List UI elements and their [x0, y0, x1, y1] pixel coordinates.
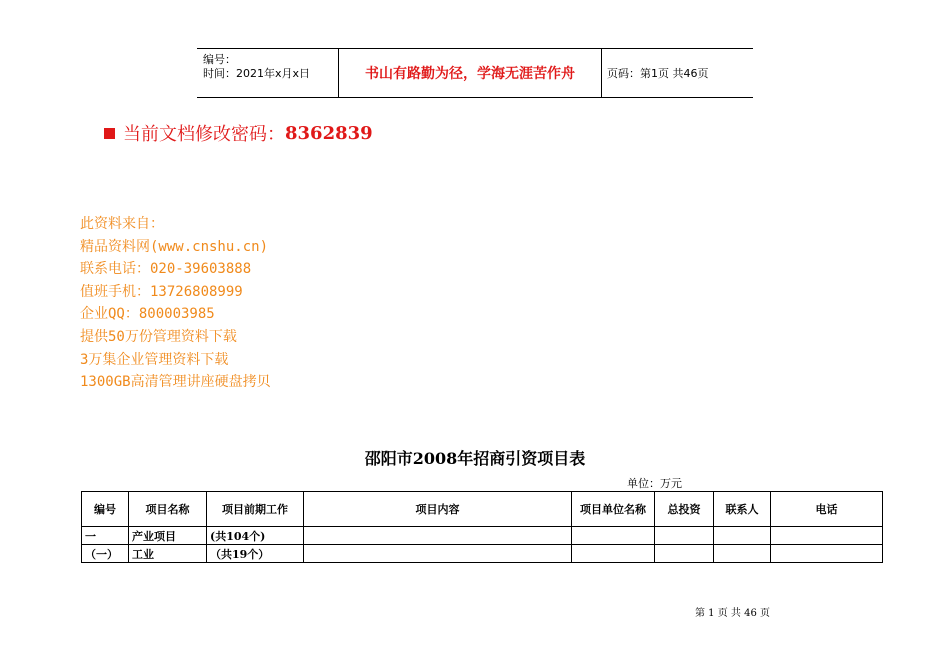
- table-row: [82, 527, 883, 545]
- time-label: 时间：2021年x月x日: [203, 67, 311, 80]
- table-cell: [714, 545, 771, 563]
- column-header: 项目名称: [129, 492, 207, 527]
- table-cell: 工业: [129, 545, 207, 563]
- column-header: 联系人: [714, 492, 771, 527]
- column-header: 编号: [82, 492, 129, 527]
- column-header: 总投资: [655, 492, 714, 527]
- project-table: [81, 491, 883, 563]
- source-line: 1300GB高清管理讲座硬盘拷贝: [80, 374, 271, 391]
- document-title: 邵阳市2008年招商引资项目表: [364, 449, 586, 468]
- table-cell: [714, 527, 771, 545]
- table-cell: （共19个）: [207, 545, 304, 563]
- password-label: 当前文档修改密码：: [123, 124, 285, 145]
- table-row: [82, 545, 883, 563]
- table-cell: [572, 545, 655, 563]
- table-cell: （一）: [82, 545, 129, 563]
- page-footer: 第 1 页 共 46 页: [695, 608, 770, 619]
- header-page-info: 页码：第1页 共46页: [607, 67, 709, 80]
- source-info: [80, 213, 271, 394]
- source-line: 值班手机：13726808999: [80, 283, 243, 300]
- column-header: 项目前期工作: [207, 492, 304, 527]
- column-header: 项目单位名称: [572, 492, 655, 527]
- table-cell: [655, 527, 714, 545]
- table-cell: [304, 527, 572, 545]
- source-line: 提供50万份管理资料下载: [80, 328, 237, 345]
- table-cell: [572, 527, 655, 545]
- source-line: 企业QQ：800003985: [80, 306, 215, 323]
- table-header-row: [82, 492, 883, 527]
- header-meta: [197, 49, 338, 97]
- password-line: [104, 120, 373, 146]
- table-cell: 一: [82, 527, 129, 545]
- table-cell: 产业项目: [129, 527, 207, 545]
- source-line: 精品资料网(www.cnshu.cn): [80, 238, 269, 255]
- header-box: [197, 48, 753, 98]
- column-header: 电话: [771, 492, 883, 527]
- header-motto: 书山有路勤为径，学海无涯苦作舟: [338, 49, 602, 97]
- source-line: 此资料来自：: [80, 216, 164, 232]
- column-header: 项目内容: [304, 492, 572, 527]
- square-bullet-icon: [104, 128, 115, 139]
- source-line: 联系电话：020-39603888: [80, 261, 252, 278]
- number-label: 编号：: [203, 53, 236, 66]
- table-cell: [655, 545, 714, 563]
- source-line: 3万集企业管理资料下载: [80, 351, 229, 368]
- table-cell: [771, 527, 883, 545]
- table-cell: (共104个): [207, 527, 304, 545]
- table-cell: [304, 545, 572, 563]
- password-code: 8362839: [285, 122, 373, 144]
- table-cell: [771, 545, 883, 563]
- unit-label: 单位：万元: [627, 477, 682, 490]
